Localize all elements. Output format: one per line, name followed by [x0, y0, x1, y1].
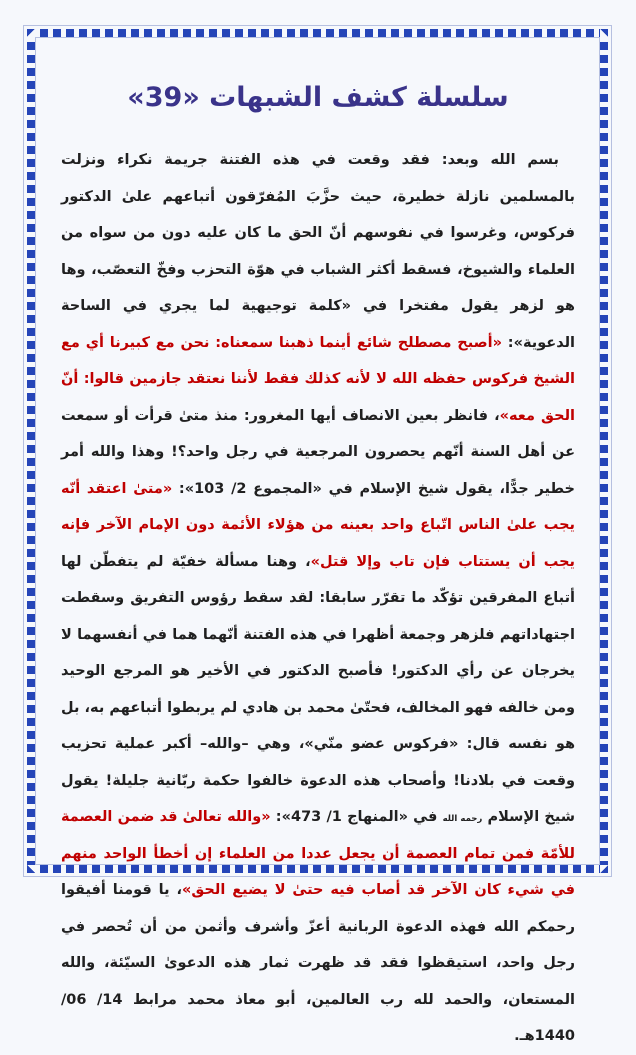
- border-right-squares: [600, 37, 608, 865]
- text-segment: في «المنهاج 1/ 473»:: [270, 809, 443, 825]
- border-corner-top-right: [600, 29, 608, 37]
- text-segment: ، وهنا مسألة خفيّة لم يتفطّن لها أتباع المفرقين تؤكّد ما تقرّر سابقا: لقد سقط رؤوس التفريق وسقطت اجتهاداتهم فلزهر وجمعة أظهرا في هذه الفتنة أنّهما هما في أنفسهما لا يخرجان عن رأي الدكتور! فأصبح الدكتور في الأخير هو المرجع الوحيد ومن خالفه فهو المخالف، فحتّىٰ محمد بن هادي لم يربطوا أتباعهم به، بل هو نفسه قال: «فركوس عضو منّي»، وهي –والله– أكبر عملية تحزيب وقعت في بلادنا! وأصحاب هذه الدعوة خالفوا حكمة ربّانية جليلة! يقول شيخ الإسلام: [61, 553, 576, 825]
- text-segment: ، فانظر بعين الانصاف أيها المغرور: منذ متىٰ قرأت أو سمعت عن أهل السنة أنّهم يحصرون المرجعية في رجل واحد؟! وهذا والله أمر خطير جدًّا، يقول شيخ الإسلام في «المجموع 2/ 103»:: [61, 407, 575, 497]
- quote-segment-red: «متىٰ اعتقد أنّه يجب علىٰ الناس اتّباع واحد بعينه من هؤلاء الأئمة دون الإمام الآخر فإنه يجب أن يستتاب فإن تاب وإلا قتل»: [61, 480, 575, 570]
- page-title: سلسلة كشف الشبهات «39»: [127, 82, 509, 113]
- border-corner-bottom-left: [27, 865, 35, 873]
- quote-segment-red: «أصبح مصطلح شائع أينما ذهبنا سمعناه: نحن مع كبيرنا أي مع الشيخ فركوس حفظه الله لا لأنه كذلك فقط لأننا نعتقد جازمين قالوا: أنّ الحق معه»: [61, 334, 575, 424]
- border-corner-top-left: [27, 29, 35, 37]
- body-paragraph: [61, 142, 575, 1055]
- quote-segment-red: «والله تعالىٰ قد ضمن العصمة للأمّة فمن تمام العصمة أن يجعل عددا من العلماء إن أخطأ الواحد منهم في شيء كان الآخر قد أصاب فيه حتىٰ لا يضيع الحق»: [61, 809, 575, 898]
- border-corner-bottom-right: [600, 865, 608, 873]
- border-top-squares: [35, 29, 600, 37]
- honorific-rahimahullah: رحمه الله: [442, 814, 483, 824]
- text-segment: ، يا قومنا أفيقوا رحمكم الله فهذه الدعوة الربانية أعزّ وأشرف وأثمن من أن تُحصر في رجل واحد، استيقظوا فقد قد ظهرت ثمار هذه الدعوىٰ السيّئة، والله المستعان، والحمد لله رب العالمين، أبو معاذ محمد مرابط 14/ 06/ 1440هـ.: [61, 882, 575, 1044]
- text-segment: بسم الله وبعد: فقد وقعت في هذه الفتنة جريمة نكراء ونزلت بالمسلمين نازلة خطيرة، حيث حزَّبَ المُفرّقون أتباعهم علىٰ الدكتور فركوس، وغرسوا في نفوسهم أنّ الحق ما كان عليه دون من سواه من العلماء والشيوخ، فسقط أكثر الشباب في هوّة التحزب وفخّ التعصّب، وها هو لزهر يقول مفتخرا في «كلمة توجيهية لما يجري في الساحة الدعوية»:: [61, 152, 575, 351]
- border-left-squares: [27, 37, 35, 865]
